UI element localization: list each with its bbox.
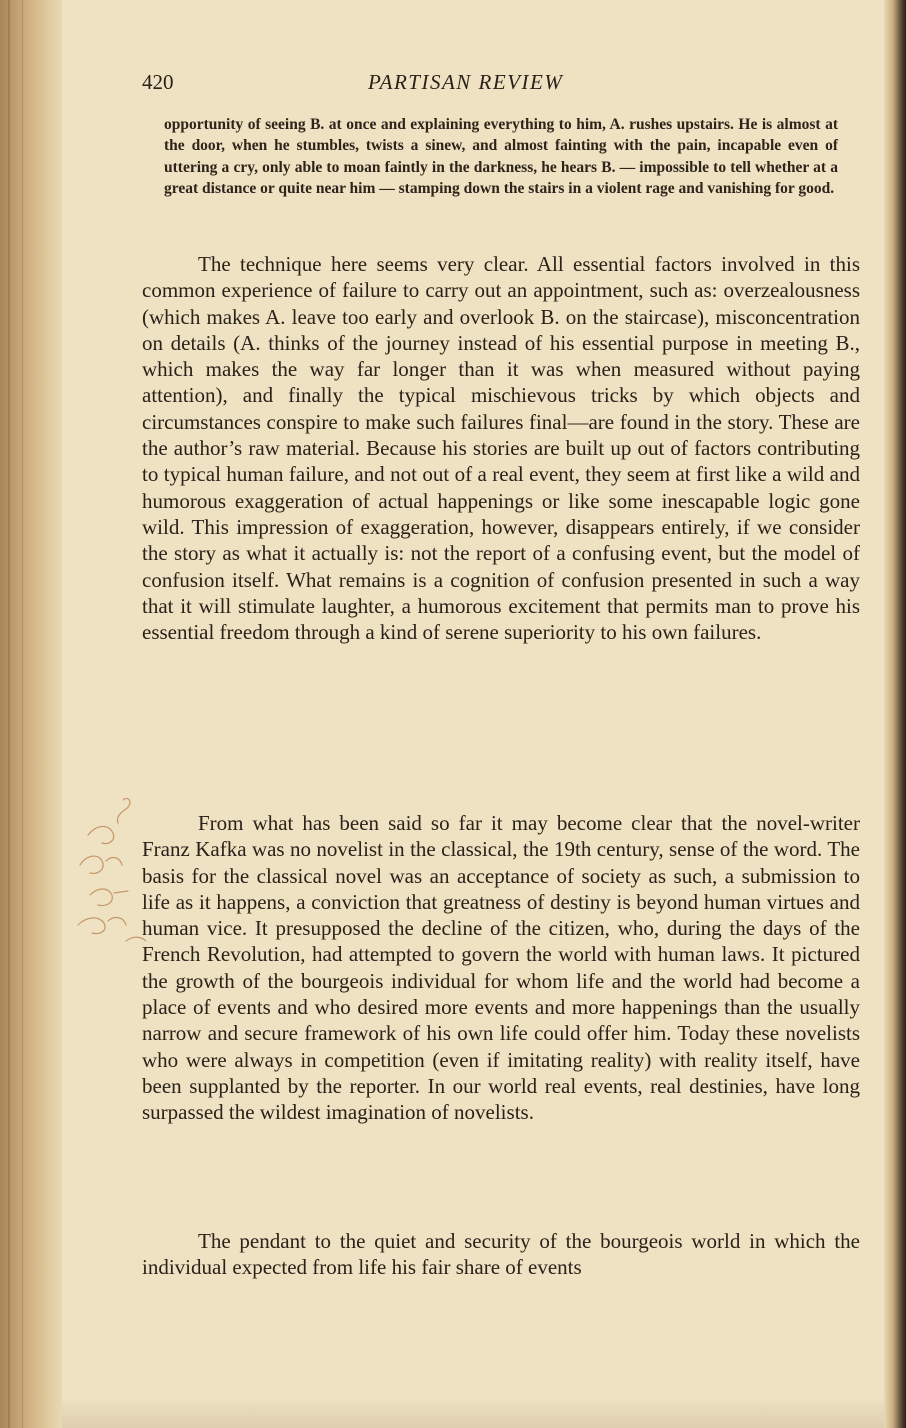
handwritten-margin-note [68, 795, 148, 965]
book-spine [0, 0, 62, 1428]
block-quote: opportunity of seeing B. at once and explaining everything to him, A. rushes upstairs. He is almost at the door, when he stumbles, twists a sinew, and almost fainting with the pain, incapable even of uttering a cry, only able to moan faintly in the darkness, he hears B. — impossible to tell whether at a great distance or quite near him — stamping down the stairs in a violent rage and vanishing for good. [164, 116, 838, 197]
page-bottom-shade [62, 1398, 884, 1428]
book-page [62, 0, 884, 1428]
paragraph: The pendant to the quiet and security of the bourgeois world in which the individual expected from life his fair share of events [142, 1229, 860, 1280]
page-number: 420 [142, 70, 174, 94]
running-header [142, 70, 842, 100]
paragraph: From what has been said so far it may become clear that the novel-writer Franz Kafka was no novelist in the classical, the 19th century, sense of the word. The basis for the classical novel was an acceptance of society as such, a submission to life as it happens, a conviction that greatness of destiny is beyond human virtues and human vice. It presupposed the decline of the citizen, who, during the days of the French Revolution, had attempted to govern the world with human laws. It pictured the growth of the bourgeois individual for whom life and the world had become a place of events and who desired more events and more happenings than the usually narrow and secure framework of his own life could offer him. Today these novelists who were always in competition (even if imitating reality) with reality itself, have been supplanted by the reporter. In our world real events, real destinies, have long surpassed the wildest imagination of novelists. [142, 811, 860, 1125]
journal-title: PARTISAN REVIEW [368, 70, 564, 94]
paragraph: The technique here seems very clear. All essential factors involved in this common experience of failure to carry out an appointment, such as: overzealousness (which makes A. leave too early and overlook B. on the staircase), misconcentration on details (A. thinks of the journey instead of his essential purpose in meeting B., which makes the way far longer than it was when measured without paying attention), and finally the typical mischievous tricks by which objects and circumstances conspire to make such failures final—are found in the story. These are the author’s raw material. Because his stories are built up out of factors contributing to typical human failure, and not out of a real event, they seem at first like a wild and humorous exaggeration of actual happenings or like some inescapable logic gone wild. This impression of exaggeration, however, disappears entirely, if we consider the story as what it actually is: not the report of a confusing event, but the model of confusion itself. What remains is a cognition of confusion presented in such a way that it will stimulate laughter, a humorous excitement that permits man to prove his essential freedom through a kind of serene superiority to his own failures. [142, 252, 860, 645]
page-edge-shadow [884, 0, 906, 1428]
